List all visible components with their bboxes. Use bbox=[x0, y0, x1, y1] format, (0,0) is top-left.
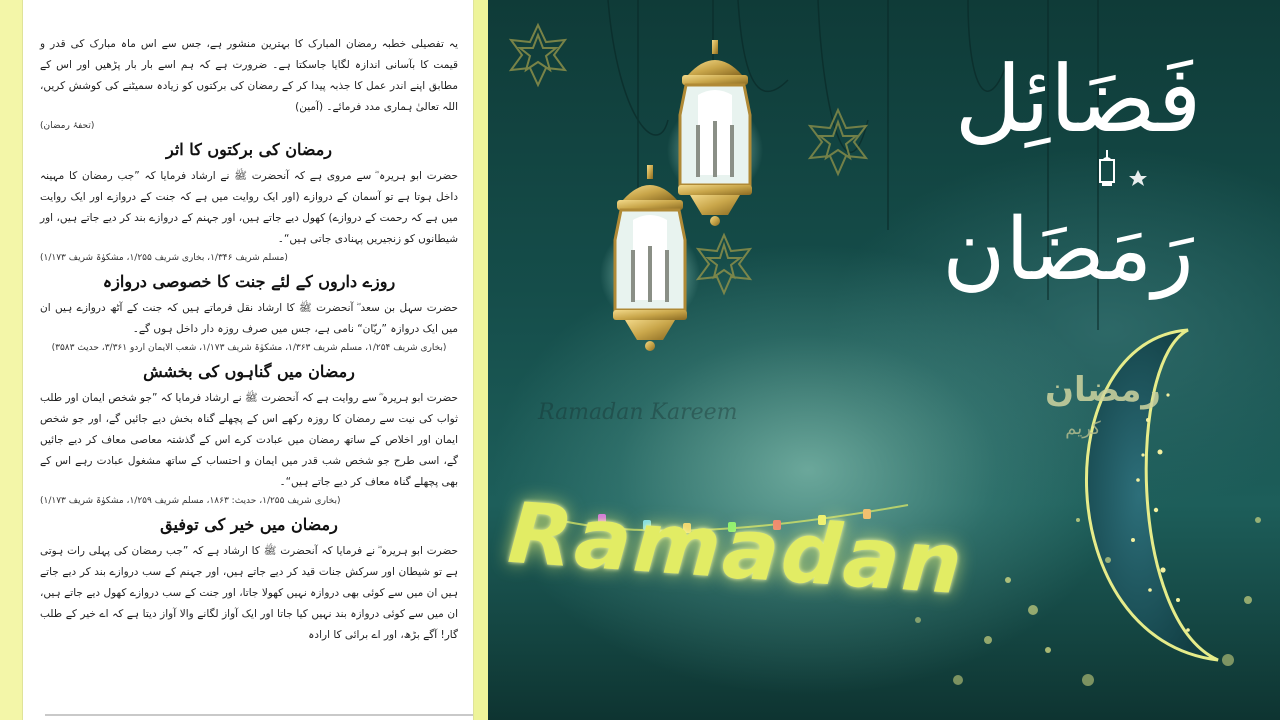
section-reference-3: (بخاری شریف ۱/۲۵۵، حدیث: ۱۸۶۳، مسلم شریف ۱/۲۵۹، مشکوٰۃ شریف ۱/۱۷۳) bbox=[40, 496, 341, 506]
section-heading-1: رمضان کی برکتوں کا اثر bbox=[166, 140, 332, 159]
ramadan-urdu-logo-sub: کریم bbox=[1065, 418, 1101, 439]
section-body-1: حضرت ابو ہریرہ ؓ سے مروی ہے کہ آنحضرت ﷺ نے ارشاد فرمایا کہ ”جب رمضان کا مہینہ داخل ہوتا ہے تو آسمان کے دروازے (اور ایک روایت میں ہے کہ جنت کے دروازے اور ایک روایت میں ہے کہ رحمت کے دروازے) کھول دیے جاتے ہیں، اور جہنم کے دروازے بند کر دیے جاتے ہیں، اور شیطانوں کو زنجیریں پہنادی جاتی ہیں“۔ bbox=[40, 170, 458, 245]
poster-title-line-1: فَضَائِل bbox=[954, 46, 1202, 153]
star-ornament-icon bbox=[810, 110, 866, 174]
ramadan-glowing-word: Ramadan bbox=[505, 483, 968, 614]
star-ornament-icon bbox=[698, 235, 750, 293]
section-reference-2: (بخاری شریف ۱/۲۵۴، مسلم شریف ۱/۳۶۳، مشکوٰۃ شریف ۱/۱۷۳، شعب الایمان اردو ۳/۳۶۱، حدیث ۳۵۸۳) bbox=[51, 343, 447, 353]
poster-title-line-2: رَمَضَان bbox=[942, 200, 1194, 300]
document-frame bbox=[0, 0, 488, 720]
section-reference-1: (مسلم شریف ۱/۳۴۶، بخاری شریف ۱/۲۵۵، مشکوٰۃ شریف ۱/۱۷۳) bbox=[40, 253, 288, 263]
intro-reference: (تحفۂ رمضان) bbox=[40, 121, 95, 131]
document-text bbox=[40, 34, 458, 714]
background-script-text: Ramadan Kareem bbox=[538, 400, 738, 425]
section-body-3: حضرت ابو ہریرہ ؓ سے روایت ہے کہ آنحضرت ﷺ نے ارشاد فرمایا کہ ”جو شخص ایمان اور طلب ثواب کی نیت سے رمضان کا روزہ رکھے اس کے پچھلے گناہ بخش دیے جائیں گے، اور جو شخص ایمان اور اخلاص کے ساتھ رمضان میں عبادت کرے اس کے گذشتہ معاصی معاف کر دیے جائیں گے، اسی طرح جو شخص شب قدر میں ایمان و احتساب کے ساتھ مشغول عبادت رہے اس کے بھی پچھلے گناہ معاف کر دیے جاتے ہیں“۔ bbox=[40, 392, 458, 488]
section-heading-4: رمضان میں خیر کی توفیق bbox=[160, 515, 338, 534]
section-body-4: حضرت ابو ہریرہ ؓ نے فرمایا کہ آنحضرت ﷺ کا ارشاد ہے کہ ”جب رمضان کی پہلی رات ہوتی ہے تو شیطان اور سرکش جنات قید کر دیے جاتے ہیں، اور جہنم کے سب دروازے بند کر دیے جاتے ہیں ان میں سے کوئی بھی دروازہ نہیں کھولا جاتا، اور جنت کے سب دروازے کھول دیے جاتے ہیں، ان میں سے کوئی دروازہ بند نہیں کیا جاتا اور ایک آواز لگانے والا آواز دیتا ہے کہ اے خیر کے طلب گار! آگے بڑھ، اور اے برائی کا ارادہ bbox=[40, 545, 458, 641]
section-heading-2: روزے داروں کے لئے جنت کا خصوصی دروازہ bbox=[102, 272, 396, 291]
page-bottom-rule bbox=[45, 714, 473, 716]
star-ornament-icon bbox=[511, 25, 565, 85]
intro-paragraph: یہ تفصیلی خطبہ رمضان المبارک کا بہترین منشور ہے، جس سے اس ماہ مبارک کی قدر و قیمت کا بآسانی اندازہ لگایا جاسکتا ہے۔ ضرورت ہے کہ ہم اسے بار بار پڑھیں اور اس کے مطابق اپنے اندر عمل کا جذبہ پیدا کر کے رمضان کی برکتوں کو زیادہ سمیٹنے کی کوشش کریں، اللہ تعالیٰ ہماری مدد فرمائے۔ (آمین) bbox=[40, 38, 458, 113]
section-heading-3: رمضان میں گناہوں کی بخشش bbox=[143, 362, 355, 381]
section-body-2: حضرت سہل بن سعد ؓ آنحضرت ﷺ کا ارشاد نقل فرماتے ہیں کہ جنت کے آٹھ دروازے ہیں ان میں ایک دروازہ ”ریّان“ نامی ہے، جس میں صرف روزہ دار داخل ہوں گے۔ bbox=[40, 302, 458, 335]
ramadan-poster bbox=[488, 0, 1280, 720]
ramadan-urdu-logo: رمضان bbox=[1045, 370, 1161, 410]
